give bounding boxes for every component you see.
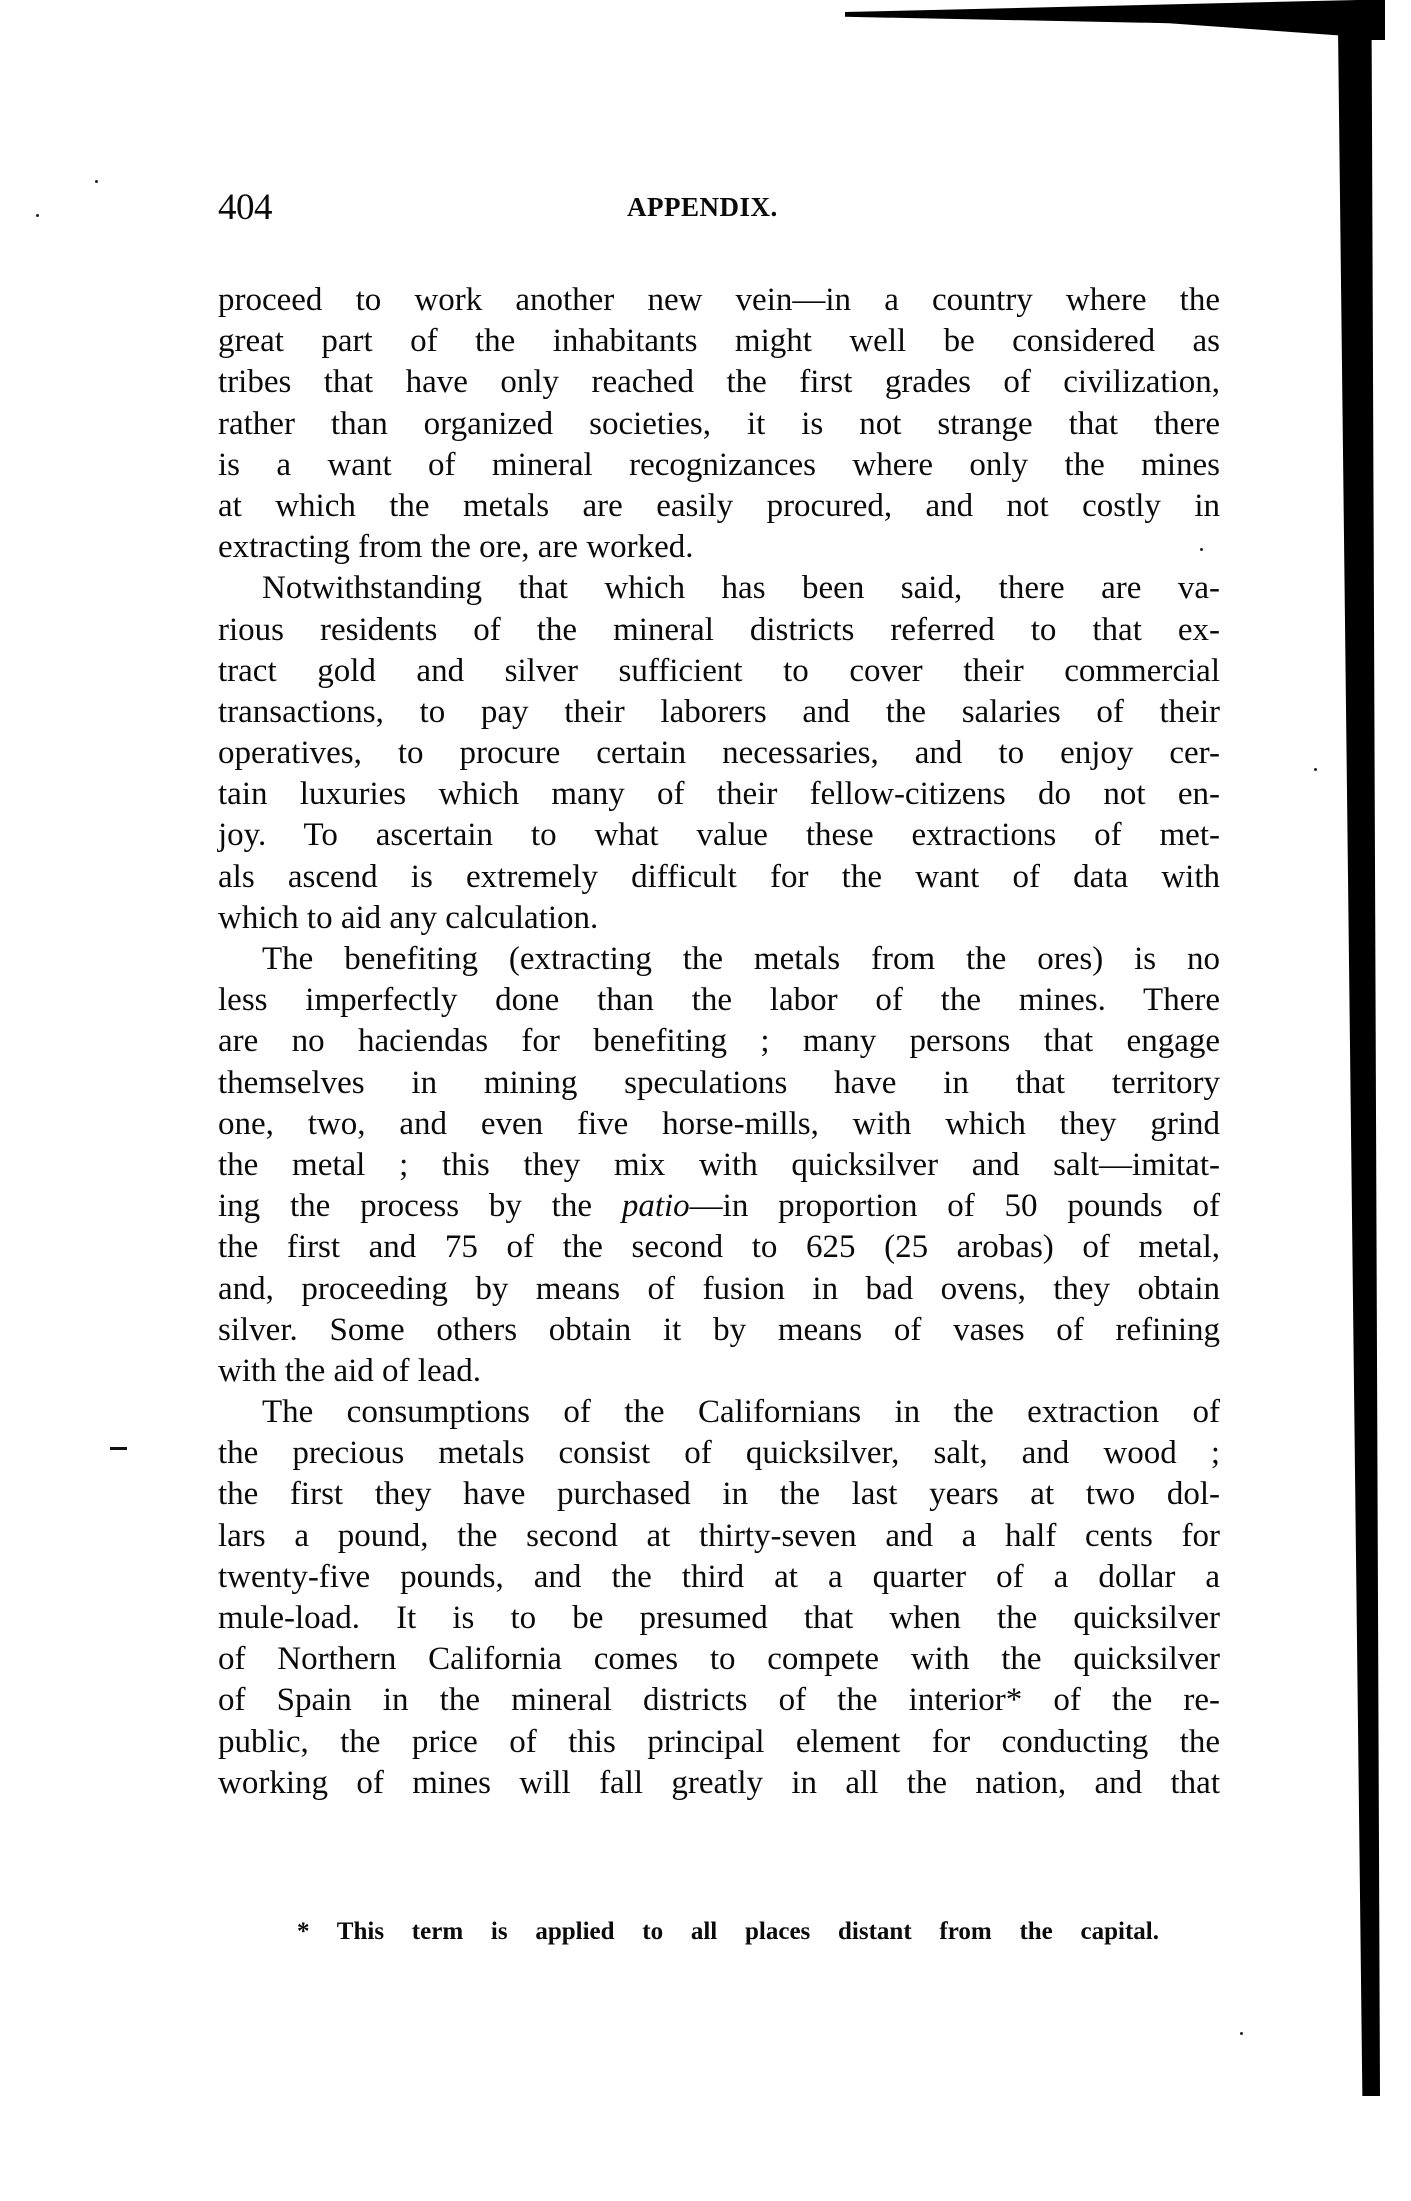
text-line: tain luxuries which many of their fellow-citizens do not en-	[218, 776, 1220, 813]
paragraph	[218, 939, 1220, 1392]
text-line: are no haciendas for benefiting ; many persons that engage	[218, 1023, 1220, 1060]
text-line: proceed to work another new vein—in a country where the	[218, 282, 1220, 318]
text-line: tract gold and silver sufficient to cover their commercial	[218, 652, 1220, 689]
text-line: twenty-five pounds, and the third at a quarter of a dollar a	[218, 1558, 1220, 1595]
binding-shadow-edge	[1338, 28, 1380, 2096]
text-line: working of mines will fall greatly in all the nation, and that	[218, 1764, 1220, 1801]
text-line: the metal ; this they mix with quicksilver and salt—imitat-	[218, 1146, 1220, 1183]
text-line: mule-load. It is to be presumed that when the quicksilver	[218, 1600, 1220, 1636]
text-line: of Northern California comes to compete with the quicksilver	[218, 1641, 1220, 1678]
scan-speck	[1240, 2032, 1243, 2035]
text-line: tribes that have only reached the first grades of civilization,	[218, 364, 1220, 401]
text-line: The benefiting (extracting the metals from the ores) is no	[262, 941, 1220, 977]
paragraph	[218, 1392, 1220, 1804]
body-text	[218, 280, 1220, 1804]
paragraph	[218, 280, 1220, 568]
text-line: the precious metals consist of quicksilver, salt, and wood ;	[218, 1435, 1220, 1472]
text-line: of Spain in the mineral districts of the interior* of the re-	[218, 1682, 1220, 1719]
scan-speck	[36, 214, 39, 217]
text-line: the first and 75 of the second to 625 (25 arobas) of metal,	[218, 1229, 1220, 1266]
scan-speck	[1314, 768, 1317, 771]
text-line: one, two, and even five horse-mills, with which they grind	[218, 1105, 1220, 1142]
text-line: rious residents of the mineral districts referred to that ex-	[218, 611, 1220, 648]
text-line: themselves in mining speculations have in that territory	[218, 1064, 1220, 1101]
page-number: 404	[218, 187, 272, 228]
running-head	[218, 186, 1220, 226]
text-line: joy. To ascertain to what value these extractions of met-	[218, 817, 1220, 854]
text-line: transactions, to pay their laborers and the salaries of their	[218, 693, 1220, 730]
text-line: Notwithstanding that which has been said, there are va-	[262, 570, 1220, 607]
running-title: APPENDIX.	[627, 192, 778, 222]
text-line: ing the process by the patio—in proportion of 50 pounds of	[218, 1188, 1220, 1225]
text-line: which to aid any calculation.	[218, 899, 599, 936]
text-line: The consumptions of the Californians in the extraction of	[262, 1394, 1220, 1431]
text-line: the first they have purchased in the last years at two dol-	[218, 1476, 1220, 1513]
paragraph	[218, 568, 1220, 939]
text-line: operatives, to procure certain necessaries, and to enjoy cer-	[218, 735, 1220, 772]
text-line: less imperfectly done than the labor of the mines. There	[218, 982, 1220, 1019]
scan-speck	[95, 180, 98, 183]
text-line: silver. Some others obtain it by means of vases of refining	[218, 1311, 1220, 1348]
text-line: als ascend is extremely difficult for the want of data with	[218, 858, 1220, 895]
margin-mark	[110, 1447, 127, 1450]
text-line: extracting from the ore, are worked.	[218, 529, 694, 566]
italic-term: patio	[621, 1188, 690, 1225]
text-line: is a want of mineral recognizances where only the mines	[218, 446, 1220, 483]
text-line: rather than organized societies, it is not strange that there	[218, 405, 1220, 442]
text-line: lars a pound, the second at thirty-seven and a half cents for	[218, 1517, 1220, 1554]
binding-shadow-top	[845, 0, 1385, 40]
text-line: great part of the inhabitants might well be considered as	[218, 323, 1220, 360]
text-line: and, proceeding by means of fusion in bad ovens, they obtain	[218, 1270, 1220, 1307]
footnote: * This term is applied to all places distant from the capital.	[297, 1918, 1159, 1945]
text-line: at which the metals are easily procured, and not costly in	[218, 487, 1220, 524]
text-line: with the aid of lead.	[218, 1352, 482, 1389]
text-line: public, the price of this principal element for conducting the	[218, 1723, 1220, 1760]
